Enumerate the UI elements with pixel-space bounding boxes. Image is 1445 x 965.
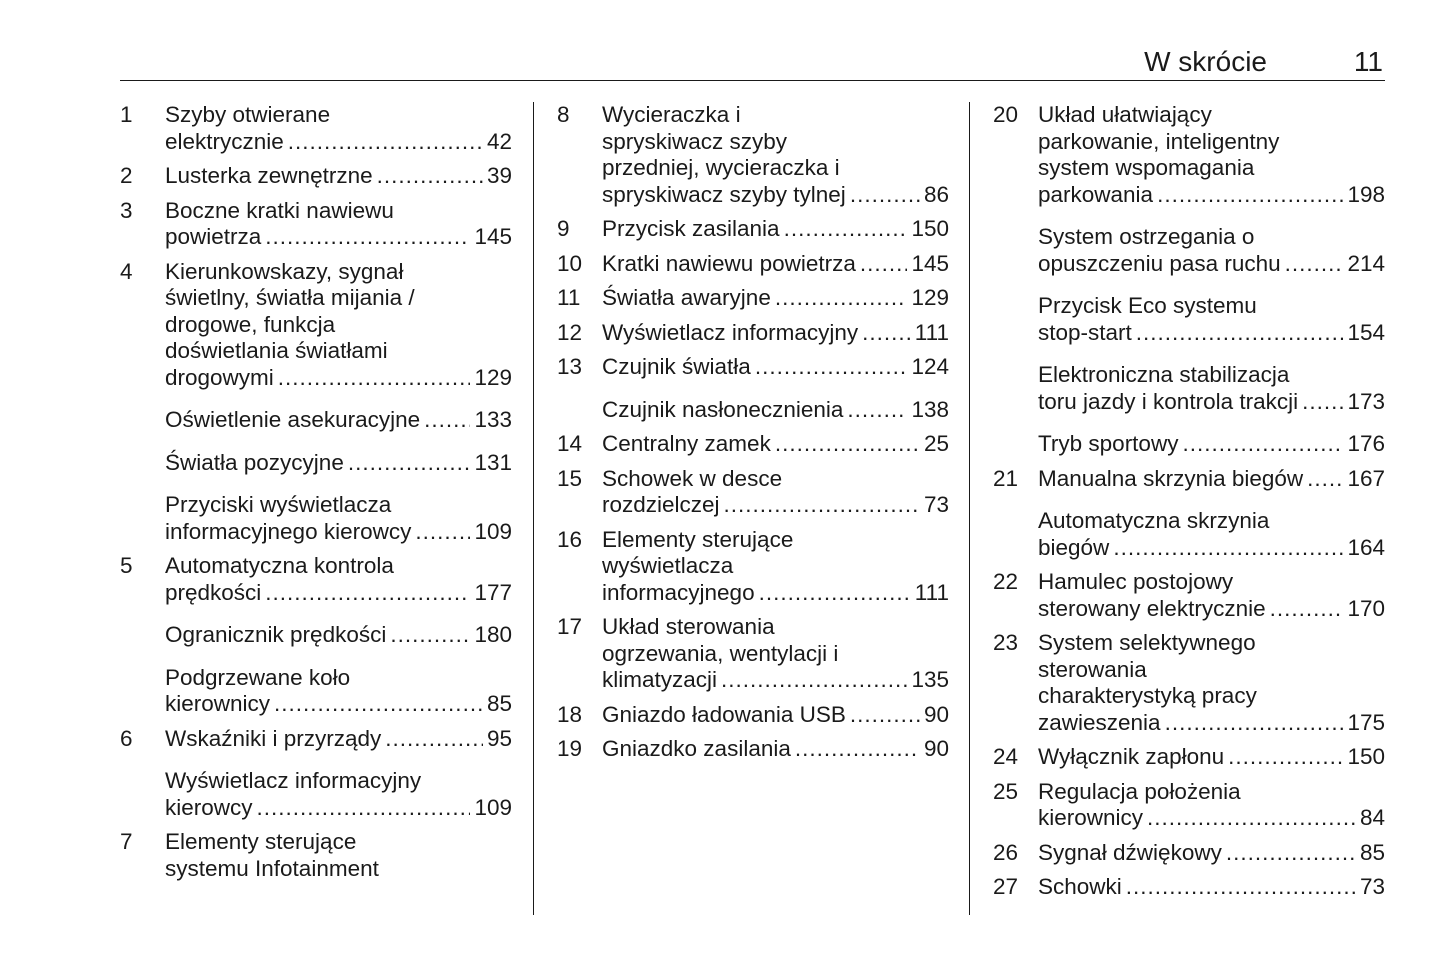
index-entry <box>993 840 1385 867</box>
entry-leader-line <box>165 580 512 607</box>
entry-leader-line <box>602 431 949 458</box>
index-entry <box>993 779 1385 832</box>
entry-leader-line <box>1038 874 1385 901</box>
entry-leader-line <box>165 795 512 822</box>
entry-text-line: doświetlania światłami <box>165 338 388 363</box>
dot-leader <box>795 736 920 763</box>
entry-leader-line <box>1038 744 1385 771</box>
dot-leader <box>257 795 471 822</box>
dot-leader <box>850 702 920 729</box>
entry-leader-line <box>1038 389 1385 416</box>
entry-title: Wskaźniki i przyrządy <box>165 725 382 751</box>
page-reference: 85 <box>486 691 512 716</box>
entry-text-line: drogowe, funkcja <box>165 311 336 337</box>
entry-leader-line <box>602 320 949 347</box>
dot-leader <box>274 691 483 718</box>
page-reference: 90 <box>923 701 949 727</box>
index-entry <box>993 362 1385 415</box>
page-reference: 85 <box>1359 839 1385 865</box>
dot-leader <box>424 407 470 434</box>
index-entry <box>120 163 512 190</box>
index-entry <box>120 553 512 606</box>
entry-title: spryskiwacz szyby tylnej <box>602 181 846 207</box>
index-entry <box>120 102 512 155</box>
dot-leader <box>1147 805 1356 832</box>
entry-number: 2 <box>120 163 133 188</box>
index-entry <box>120 450 512 477</box>
index-entry <box>120 829 512 882</box>
dot-leader <box>847 397 907 424</box>
entry-text-line: Wycieraczka i <box>602 102 741 127</box>
entry-leader-line <box>1038 710 1385 737</box>
entry-text-line: charakterystyką pracy <box>1038 683 1257 708</box>
entry-title: Czujnik nasłonecznienia <box>602 396 844 422</box>
entry-title: Ogranicznik prędkości <box>165 622 387 647</box>
entry-leader-line <box>602 667 949 694</box>
page-reference: 129 <box>474 364 512 390</box>
entry-title: elektrycznie <box>165 128 284 154</box>
page-reference: 73 <box>923 492 949 517</box>
entry-title: Centralny zamek <box>602 431 771 456</box>
entry-number: 26 <box>993 839 1019 865</box>
page-reference: 170 <box>1347 595 1385 621</box>
entry-number: 3 <box>120 197 133 223</box>
page-reference: 42 <box>486 128 512 154</box>
entry-leader-line <box>1038 431 1385 458</box>
page-reference: 111 <box>914 319 949 345</box>
entry-leader-line <box>1038 466 1385 493</box>
entry-text-line: Przyciski wyświetlacza <box>165 492 392 517</box>
dot-leader <box>1307 466 1343 493</box>
entry-leader-line <box>165 691 512 718</box>
index-entry <box>993 569 1385 622</box>
entry-leader-line <box>602 736 949 763</box>
dot-leader <box>265 580 470 607</box>
entry-number: 5 <box>120 553 133 578</box>
entry-title: sterowany elektrycznie <box>1038 595 1266 621</box>
page-reference: 164 <box>1347 534 1385 560</box>
index-entry <box>993 630 1385 736</box>
entry-number: 17 <box>557 614 583 639</box>
page-reference: 109 <box>474 794 512 820</box>
entry-text-line: wyświetlacza <box>602 553 734 578</box>
entry-title: toru jazdy i kontrola trakcji <box>1038 388 1299 414</box>
entry-number: 6 <box>120 725 133 751</box>
entry-number: 10 <box>557 250 583 276</box>
page-reference: 129 <box>911 285 949 310</box>
dot-leader <box>724 492 920 519</box>
index-entry <box>557 397 949 424</box>
index-column-1 <box>120 102 512 890</box>
entry-text-line: Elementy sterujące <box>602 526 794 552</box>
dot-leader <box>1182 431 1343 458</box>
index-entry <box>557 285 949 312</box>
entry-number: 13 <box>557 354 583 379</box>
entry-text-line: przedniej, wycieraczka i <box>602 155 840 180</box>
page-reference: 124 <box>911 354 949 379</box>
entry-text-line: Wyświetlacz informacyjny <box>165 768 422 793</box>
entry-number: 25 <box>993 778 1019 804</box>
index-entry <box>120 622 512 649</box>
entry-title: Manualna skrzynia biegów <box>1038 465 1304 491</box>
entry-title: prędkości <box>165 579 262 605</box>
entry-leader-line <box>602 354 949 381</box>
entry-number: 20 <box>993 102 1019 127</box>
index-column-3 <box>993 102 1385 909</box>
entry-title: Oświetlenie asekuracyjne <box>165 407 421 432</box>
entry-leader-line <box>602 702 949 729</box>
entry-leader-line <box>165 163 512 190</box>
dot-leader <box>850 182 920 209</box>
entry-number: 24 <box>993 744 1019 769</box>
entry-title: Światła awaryjne <box>602 285 771 310</box>
entry-text-line: Regulacja położenia <box>1038 778 1241 804</box>
index-entry <box>993 508 1385 561</box>
entry-text-line: sterowania <box>1038 656 1147 682</box>
page-reference: 111 <box>914 579 949 605</box>
index-entry <box>557 736 949 763</box>
dot-leader <box>1285 251 1344 278</box>
entry-text-line: Podgrzewane koło <box>165 664 351 690</box>
dot-leader <box>862 320 911 347</box>
dot-leader <box>1126 874 1356 901</box>
dot-leader <box>721 667 907 694</box>
page-reference: 135 <box>911 667 949 692</box>
page-number: 11 <box>1353 46 1383 77</box>
entry-title: Wyłącznik zapłonu <box>1038 744 1225 769</box>
page-reference: 176 <box>1347 431 1385 456</box>
index-entry <box>557 216 949 243</box>
entry-leader-line <box>165 726 512 753</box>
dot-leader <box>390 622 470 649</box>
dot-leader <box>775 285 908 312</box>
entry-number: 7 <box>120 829 133 854</box>
dot-leader <box>1113 535 1343 562</box>
page-reference: 138 <box>911 396 949 422</box>
entry-title: biegów <box>1038 534 1110 560</box>
page-reference: 167 <box>1347 465 1385 491</box>
page-reference: 198 <box>1347 181 1385 207</box>
entry-text-line: Hamulec postojowy <box>1038 569 1234 594</box>
entry-title: Przycisk zasilania <box>602 216 780 241</box>
page-reference: 177 <box>474 579 512 605</box>
entry-text-line: ogrzewania, wentylacji i <box>602 640 839 666</box>
entry-number: 27 <box>993 874 1019 899</box>
page-reference: 131 <box>474 449 512 475</box>
index-entry <box>557 354 949 381</box>
entry-title: rozdzielczej <box>602 492 720 517</box>
dot-leader <box>1228 744 1343 771</box>
entry-title: Kratki nawiewu powietrza <box>602 250 856 276</box>
entry-number: 22 <box>993 569 1019 594</box>
dot-leader <box>278 365 471 392</box>
entry-text-line: Boczne kratki nawiewu <box>165 197 394 223</box>
page-reference: 109 <box>474 518 512 544</box>
page-reference: 90 <box>923 736 949 761</box>
entry-text-line: Automatyczna kontrola <box>165 553 394 578</box>
entry-title: Światła pozycyjne <box>165 449 344 475</box>
entry-title: drogowymi <box>165 364 274 390</box>
index-entry <box>557 431 949 458</box>
entry-title: opuszczeniu pasa ruchu <box>1038 250 1281 276</box>
entry-number: 16 <box>557 526 583 552</box>
page-reference: 145 <box>911 250 949 276</box>
page-reference: 73 <box>1359 874 1385 899</box>
entry-leader-line <box>602 580 949 607</box>
entry-title: informacyjnego <box>602 579 755 605</box>
entry-text-line: Szyby otwierane <box>165 102 331 127</box>
entry-title: kierowcy <box>165 794 253 820</box>
index-entry <box>120 492 512 545</box>
index-entry <box>557 527 949 607</box>
page-reference: 25 <box>923 431 949 456</box>
page-reference: 39 <box>486 163 512 188</box>
entry-title: parkowania <box>1038 181 1154 207</box>
dot-leader <box>860 251 908 278</box>
page-reference: 84 <box>1359 805 1385 830</box>
index-entry <box>993 102 1385 208</box>
entry-title: Gniazdko zasilania <box>602 736 791 761</box>
entry-leader-line <box>1038 596 1385 623</box>
index-entry <box>557 702 949 729</box>
index-entry <box>120 768 512 821</box>
dot-leader <box>377 163 483 190</box>
dot-leader <box>265 224 470 251</box>
entry-number: 21 <box>993 465 1019 491</box>
entry-title: stop-start <box>1038 319 1132 345</box>
entry-title: informacyjnego kierowcy <box>165 518 412 544</box>
entry-number: 9 <box>557 216 570 241</box>
entry-title: Czujnik światła <box>602 354 751 379</box>
column-divider <box>969 102 970 915</box>
entry-title: Sygnał dźwiękowy <box>1038 839 1222 865</box>
page-header <box>120 44 1385 81</box>
dot-leader <box>1226 840 1356 867</box>
entry-number: 1 <box>120 102 133 127</box>
page-reference: 175 <box>1347 709 1385 735</box>
entry-number: 23 <box>993 630 1019 655</box>
entry-number: 11 <box>557 285 581 310</box>
entry-title: Gniazdo ładowania USB <box>602 701 846 727</box>
entry-number: 18 <box>557 701 583 727</box>
dot-leader <box>759 580 911 607</box>
index-entry <box>993 431 1385 458</box>
page-title: W skrócie <box>1144 46 1267 77</box>
entry-leader-line <box>602 285 949 312</box>
column-divider <box>533 102 534 915</box>
entry-title: klimatyzacji <box>602 667 718 692</box>
entry-text-line: Przycisk Eco systemu <box>1038 293 1257 318</box>
index-entry <box>993 224 1385 277</box>
entry-leader-line <box>165 365 512 392</box>
index-entry <box>120 726 512 753</box>
entry-number: 12 <box>557 319 583 345</box>
index-entry <box>993 293 1385 346</box>
entry-title: zawieszenia <box>1038 709 1161 735</box>
entry-text-line: Automatyczna skrzynia <box>1038 508 1270 533</box>
entry-title: Wyświetlacz informacyjny <box>602 319 859 345</box>
entry-text-line: spryskiwacz szyby <box>602 128 788 154</box>
index-entry <box>120 259 512 392</box>
dot-leader <box>1270 596 1344 623</box>
entry-number: 19 <box>557 736 583 761</box>
index-entry <box>557 251 949 278</box>
entry-leader-line <box>602 182 949 209</box>
entry-title: kierownicy <box>1038 805 1144 830</box>
dot-leader <box>755 354 908 381</box>
entry-number: 14 <box>557 431 583 456</box>
entry-leader-line <box>602 216 949 243</box>
dot-leader <box>775 431 920 458</box>
dot-leader <box>1136 320 1344 347</box>
page-reference: 154 <box>1347 319 1385 345</box>
page-reference: 173 <box>1347 388 1385 414</box>
dot-leader <box>784 216 908 243</box>
entry-leader-line <box>165 129 512 156</box>
entry-text-line: świetlny, światła mijania / <box>165 285 415 310</box>
page-reference: 150 <box>1347 744 1385 769</box>
entry-leader-line <box>602 397 949 424</box>
entry-leader-line <box>165 224 512 251</box>
entry-leader-line <box>165 450 512 477</box>
page-reference: 95 <box>486 725 512 751</box>
page-reference: 145 <box>474 224 512 249</box>
page-reference: 180 <box>474 622 512 647</box>
index-entry <box>557 614 949 694</box>
index-entry <box>993 744 1385 771</box>
entry-title: Lusterka zewnętrzne <box>165 163 373 188</box>
entry-number: 15 <box>557 465 583 491</box>
entry-text-line: Schowek w desce <box>602 465 783 491</box>
entry-text-line: system wspomagania <box>1038 155 1255 180</box>
entry-leader-line <box>602 251 949 278</box>
entry-text-line: Elementy sterujące <box>165 829 357 854</box>
entry-leader-line <box>1038 320 1385 347</box>
entry-leader-line <box>602 492 949 519</box>
entry-title: Tryb sportowy <box>1038 431 1179 456</box>
entry-title: kierownicy <box>165 691 271 716</box>
dot-leader <box>1165 710 1344 737</box>
entry-leader-line <box>1038 805 1385 832</box>
entry-text-line: Układ sterowania <box>602 614 775 639</box>
dot-leader <box>1302 389 1343 416</box>
index-entry <box>557 102 949 208</box>
index-entry <box>120 665 512 718</box>
entry-leader-line <box>1038 182 1385 209</box>
index-entry <box>120 407 512 434</box>
entry-text-line: Kierunkowskazy, sygnał <box>165 258 404 284</box>
entry-leader-line <box>1038 251 1385 278</box>
index-entry <box>557 466 949 519</box>
dot-leader <box>385 726 483 753</box>
entry-number: 4 <box>120 258 133 284</box>
dot-leader <box>348 450 471 477</box>
entry-leader-line <box>1038 840 1385 867</box>
index-column-2 <box>557 102 949 771</box>
entry-text-line: System selektywnego <box>1038 630 1256 655</box>
dot-leader <box>288 129 483 156</box>
entry-leader-line <box>1038 535 1385 562</box>
page-reference: 86 <box>923 181 949 207</box>
entry-leader-line <box>165 519 512 546</box>
entry-title: powietrza <box>165 224 262 249</box>
dot-leader <box>415 519 470 546</box>
entry-text-line: System ostrzegania o <box>1038 224 1255 249</box>
index-entry <box>993 466 1385 493</box>
entry-text-line: Elektroniczna stabilizacja <box>1038 362 1290 387</box>
entry-leader-line <box>165 407 512 434</box>
page-reference: 150 <box>911 216 949 241</box>
entry-leader-line <box>165 622 512 649</box>
page-reference: 214 <box>1347 250 1385 276</box>
entry-number: 8 <box>557 102 570 127</box>
entry-text-line: Układ ułatwiający <box>1038 102 1212 127</box>
index-entry <box>557 320 949 347</box>
entry-title: Schowki <box>1038 874 1122 899</box>
dot-leader <box>1157 182 1343 209</box>
page-reference: 133 <box>474 407 512 432</box>
index-entry <box>993 874 1385 901</box>
index-entry <box>120 198 512 251</box>
entry-text-line: systemu Infotainment <box>165 855 379 881</box>
entry-text-line: parkowanie, inteligentny <box>1038 128 1280 154</box>
